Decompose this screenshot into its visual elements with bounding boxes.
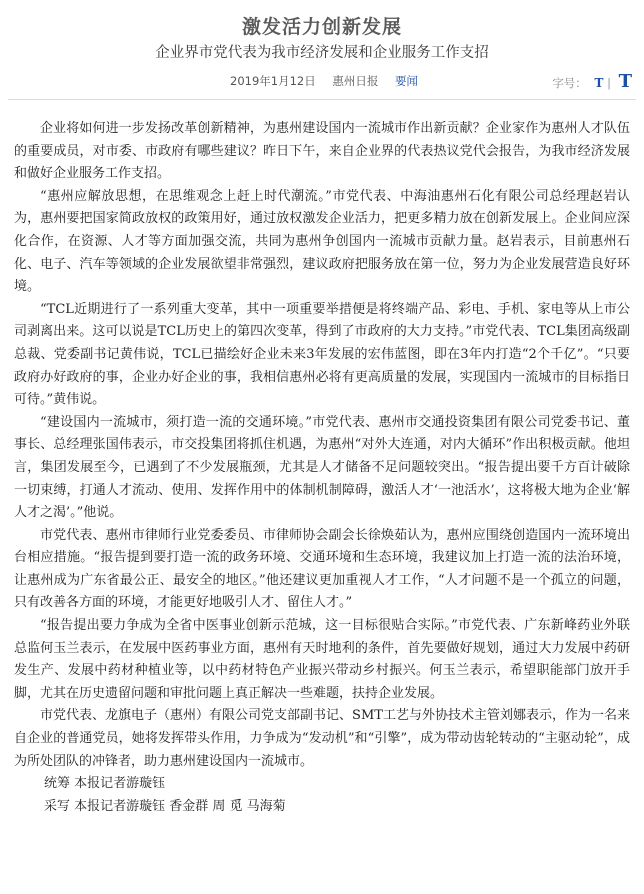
paragraph: 市党代表、惠州市律师行业党委委员、市律师协会副会长徐焕茹认为，惠州应围绕创造国内一流环境出台相应措施。“报告提到要打造一流的政务环境、交通环境和生态环境，我建议加上打造一流的法治环境，让惠州成为广东省最公正、最安全的地区。”他还建议更加重视人才工作，“人才问题不是一个孤立的问题，只有改善各方面的环境，才能更好地吸引人才、留住人才。” (14, 527, 630, 611)
meta-info (230, 73, 418, 89)
article-title: 激发活力创新发展 (241, 16, 402, 38)
category-link[interactable]: 要闻 (395, 74, 419, 88)
article-meta (0, 71, 644, 93)
font-size-control (552, 71, 632, 92)
paragraph: 企业将如何进一步发扬改革创新精神，为惠州建设国内一流城市作出新贡献？企业家作为惠州人才队伍的重要成员，对市委、市政府有哪些建议？昨日下午，来自企业界的代表热议党代会报告，为我市经济发展和做好企业服务工作支招。 (14, 121, 630, 182)
font-large-button[interactable]: T (618, 71, 632, 92)
article-subtitle: 企业界市党代表为我市经济发展和企业服务工作支招 (155, 45, 489, 61)
paragraph: “惠州应解放思想，在思维观念上赶上时代潮流。”市党代表、中海油惠州石化有限公司总经理赵岩认为，惠州要把国家简政放权的政策用好，通过放权激发企业活力，把更多精力放在创新发展上。企业间应深化合作，在资源、人才等方面加强交流，共同为惠州争创国内一流城市贡献力量。赵岩表示，目前惠州石化、电子、汽车等领域的企业发展欲望非常强烈，建议政府把服务放在第一位，努力为企业发展营造良好环境。 (14, 188, 630, 295)
paragraph: “报告提出要力争成为全省中医事业创新示范城，这一目标很贴合实际。”市党代表、广东新峰药业外联总监何玉兰表示，在发展中医药事业方面，惠州有天时地利的条件，首先要做好规划，通过大力发展中药研发生产、发展中药材种植业等，以中药材特色产业振兴带动乡村振兴。何玉兰表示，希望职能部门放开手脚，尤其在历史遗留问题和审批问题上真正解决一些难题，扶持企业发展。 (14, 618, 630, 701)
font-size-label: 字号： (552, 76, 587, 90)
font-size-separator: | (607, 76, 611, 90)
paragraph: 市党代表、龙旗电子（惠州）有限公司党支部副书记、SMT工艺与外协技术主管刘娜表示，作为一名来自企业的普通党员，她将发挥带头作用，力争成为“发动机”和“引擎”，成为带动齿轮转动的“主驱动轮”，成为所处团队的冲锋者，助力惠州建设国内一流城市。 (14, 708, 630, 769)
paragraph: “建设国内一流城市，须打造一流的交通环境。”市党代表、惠州市交通投资集团有限公司党委书记、董事长、总经理张国伟表示，市交投集团将抓住机遇，为惠州“对外大连通，对内大循环”作出积极贡献。他坦言，集团发展至今，已遇到了不少发展瓶颈，尤其是人才储备不足问题较突出。“报告提出要千方百计破除一切束缚，打通人才流动、使用、发挥作用中的体制机制障碍，激活人才‘一池活水’，这将极大地为企业‘解人才之渴’。”他说。 (14, 414, 630, 521)
font-small-button[interactable]: T (594, 76, 604, 90)
publish-date: 2019年1月12日 (230, 74, 316, 88)
article-body (0, 100, 644, 818)
credit-coordinator: 统筹 本报记者游璇钰 (44, 776, 166, 792)
credit-reporters: 采写 本报记者游璇钰 香金群 周 觅 马海菊 (44, 798, 286, 814)
source-name: 惠州日报 (332, 74, 379, 88)
paragraph: “TCL近期进行了一系列重大变革，其中一项重要举措便是将终端产品、彩电、手机、家电等从上市公司剥离出来。这可以说是TCL历史上的第四次变革，得到了市政府的大力支持。”市党代表、TCL集团高级副总裁、党委副书记黄伟说，TCL已描绘好企业未来3年发展的宏伟蓝图，即在3年内打造“2个千亿”。“只要政府办好政府的事，企业办好企业的事，我相信惠州必将有更高质量的发展，实现国内一流城市的目标指日可待。”黄伟说。 (14, 301, 630, 408)
